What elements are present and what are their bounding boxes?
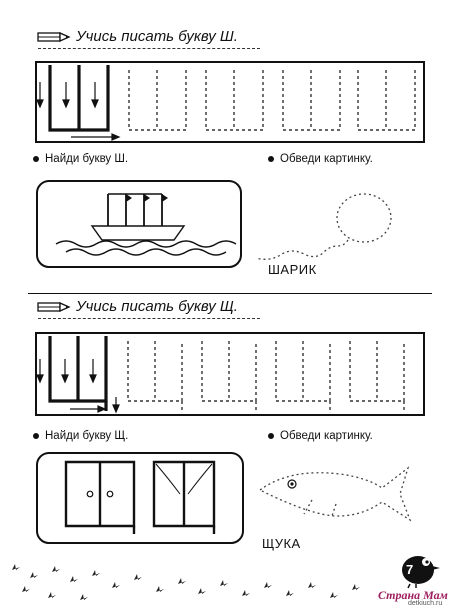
pencil-icon bbox=[38, 30, 70, 44]
instruction-text: Найди букву Ш. bbox=[45, 153, 129, 165]
find-letter-sha-instruction bbox=[33, 153, 128, 165]
bullet bbox=[33, 156, 39, 162]
bullet bbox=[33, 433, 39, 439]
pike-caption: ЩУКА bbox=[262, 536, 301, 551]
watermark-site-name: Страна Мам bbox=[378, 588, 448, 602]
balloon-dotted-picture bbox=[252, 188, 402, 260]
watermark-site-url: detkiuch.ru bbox=[408, 600, 443, 607]
instruction-text: Обведи картинку. bbox=[280, 430, 373, 442]
bird-mascot-icon bbox=[396, 548, 440, 588]
trace-picture-instruction bbox=[268, 430, 373, 442]
title-underline bbox=[38, 48, 260, 49]
instruction-text: Обведи картинку. bbox=[280, 153, 373, 165]
pike-fish-dotted-picture bbox=[252, 460, 422, 524]
section2-title: Учись писать букву Щ. bbox=[76, 298, 238, 315]
pencil-icon bbox=[38, 300, 70, 314]
ship-picture-frame bbox=[36, 180, 244, 270]
section-divider bbox=[28, 293, 432, 294]
bullet bbox=[268, 433, 274, 439]
letter-shcha-writing-row bbox=[36, 333, 426, 417]
bird-footprints-decoration bbox=[0, 548, 400, 608]
find-letter-shcha-instruction bbox=[33, 430, 128, 442]
instruction-text: Найди букву Щ. bbox=[45, 430, 129, 442]
page-number: 7 bbox=[406, 562, 414, 577]
section1-title: Учись писать букву Ш. bbox=[76, 28, 238, 45]
trace-picture-instruction bbox=[268, 153, 373, 165]
cabinet-window-picture-frame bbox=[36, 452, 246, 546]
balloon-caption: ШАРИК bbox=[268, 262, 317, 277]
letter-sha-writing-row bbox=[36, 62, 426, 144]
bullet bbox=[268, 156, 274, 162]
title-underline bbox=[38, 318, 260, 319]
